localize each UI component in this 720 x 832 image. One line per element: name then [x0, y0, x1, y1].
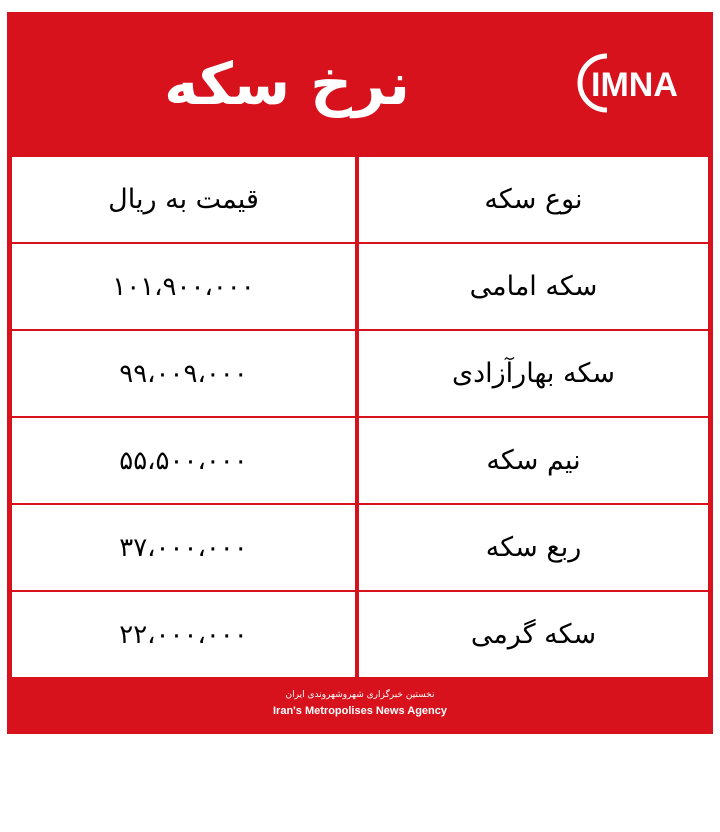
- price-cell: ۲۲،۰۰۰،۰۰۰: [12, 592, 355, 677]
- price-cell: ۳۷،۰۰۰،۰۰۰: [12, 505, 355, 590]
- coin-type-cell: سکه بهارآزادی: [359, 331, 708, 416]
- column-header-type: نوع سکه: [359, 157, 708, 242]
- footer-tagline-en: Iran's Metropolises News Agency: [273, 705, 447, 717]
- footer-tagline-fa: نخستین خبرگزاری شهروشهروندی ایران: [285, 690, 435, 700]
- table-row: [12, 418, 708, 503]
- coin-type-cell: سکه امامی: [359, 244, 708, 329]
- coin-type-cell: نیم سکه: [359, 418, 708, 503]
- table-row: [12, 331, 708, 416]
- imna-logo: [567, 48, 703, 118]
- price-cell: ۹۹،۰۰۹،۰۰۰: [12, 331, 355, 416]
- coin-type-cell: سکه گرمی: [359, 592, 708, 677]
- price-card: [7, 12, 713, 734]
- footer-banner: [7, 679, 713, 734]
- coin-price-table: [12, 157, 708, 677]
- table-header-row: [12, 157, 708, 242]
- coin-type-cell: ربع سکه: [359, 505, 708, 590]
- price-cell: ۵۵،۵۰۰،۰۰۰: [12, 418, 355, 503]
- logo-text: IMNA: [591, 66, 678, 104]
- column-header-price: قیمت به ریال: [12, 157, 355, 242]
- page-title: نرخ سکه: [164, 50, 410, 118]
- table-row: [12, 505, 708, 590]
- table-row: [12, 244, 708, 329]
- header-banner: [7, 12, 713, 156]
- price-cell: ۱۰۱،۹۰۰،۰۰۰: [12, 244, 355, 329]
- table-row: [12, 592, 708, 677]
